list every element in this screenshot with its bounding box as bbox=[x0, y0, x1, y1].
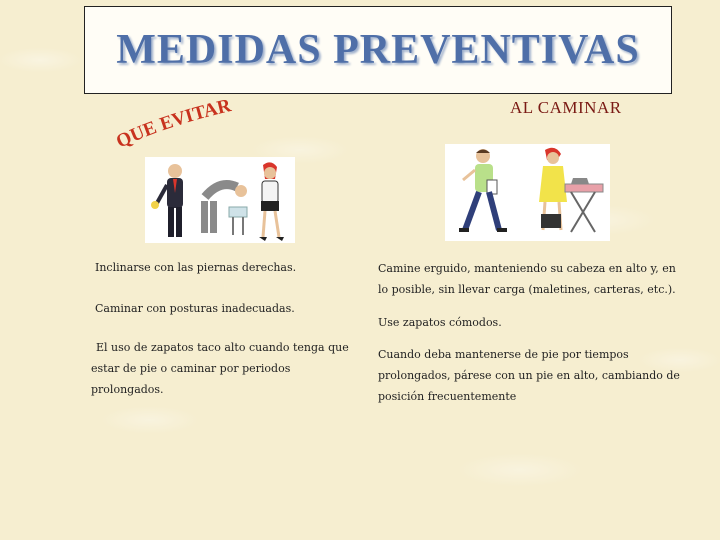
que-evitar-text: QUE EVITAR bbox=[113, 96, 234, 153]
correct-walking-illustration bbox=[445, 144, 610, 241]
right-item-2: Use zapatos cómodos. bbox=[378, 316, 502, 329]
que-evitar-heading bbox=[110, 96, 250, 156]
left-item-2: Caminar con posturas inadecuadas. bbox=[95, 302, 295, 315]
title-box bbox=[84, 6, 672, 94]
right-item-3: Cuando deba mantenerse de pie por tiempos prolongados, párese con un pie en alto, cambiando de posición frecuentemente bbox=[378, 348, 680, 403]
bad-posture-illustration bbox=[145, 157, 295, 243]
al-caminar-heading: AL CAMINAR bbox=[510, 98, 622, 117]
slide-title: MEDIDAS PREVENTIVAS bbox=[116, 27, 640, 73]
svg-text:QUE EVITAR bbox=[113, 96, 233, 153]
left-item-3: El uso de zapatos taco alto cuando tenga que estar de pie o caminar por periodos prolongados. bbox=[91, 341, 349, 396]
left-item-1: Inclinarse con las piernas derechas. bbox=[95, 261, 297, 274]
right-item-1: Camine erguido, manteniendo su cabeza en alto y, en lo posible, sin llevar carga (maletines, carteras, etc.). bbox=[378, 262, 676, 296]
